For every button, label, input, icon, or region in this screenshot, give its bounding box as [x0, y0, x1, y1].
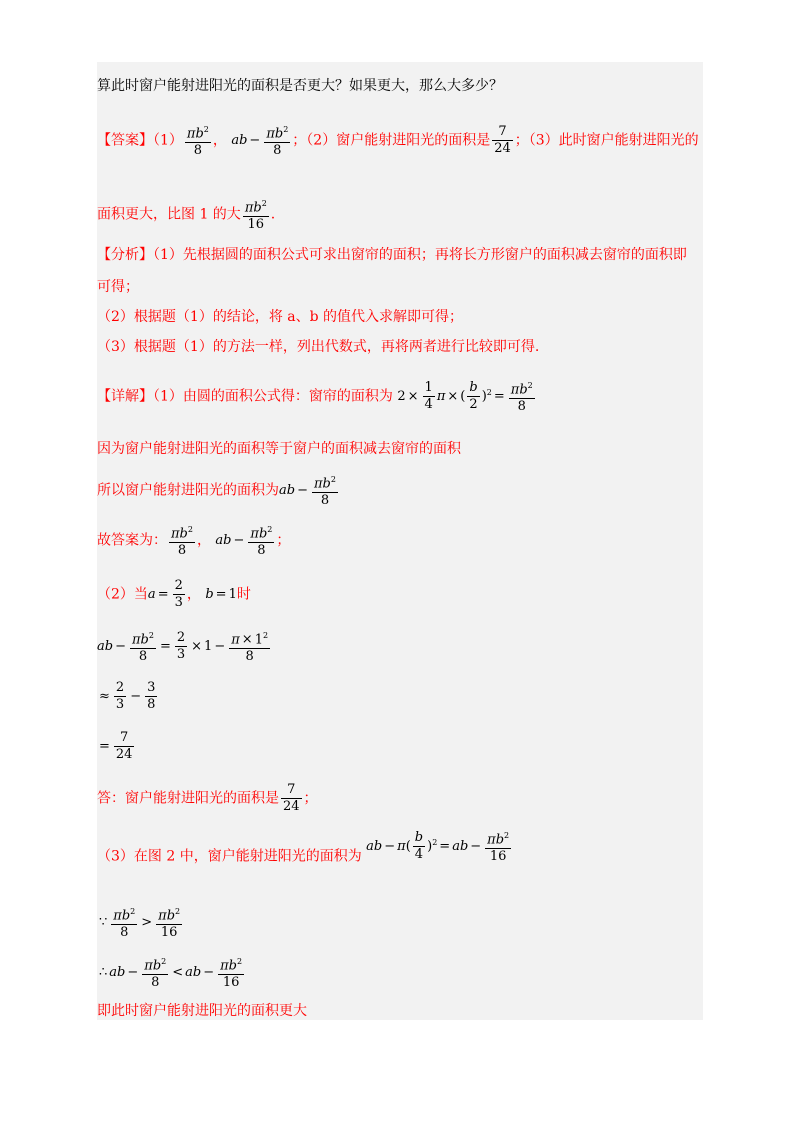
- detail-line-13: 即此时窗户能射进阳光的面积更大: [97, 1003, 307, 1019]
- question-text: 算此时窗户能射进阳光的面积是否更大？如果更大，那么大多少？: [97, 78, 503, 94]
- formula-curtain-area: 2 × $\frac{1}{4}$ π × ( $\frac{b}{2}$ )$^2$ = $\frac{\pi b^2}{8}$: [397, 380, 533, 415]
- analysis-tag: 【分析】: [97, 247, 153, 263]
- detail-line-3: 所以窗户能射进阳光的面积为ab − $\frac{\pi b^2}{8}$: [97, 472, 340, 509]
- formula-7-over-24-b: $\frac{7}{24}$: [283, 782, 300, 814]
- detail-line-2: 因为窗户能射进阳光的面积等于窗户的面积减去窗帘的面积: [97, 441, 461, 457]
- formula-ab-minus-pi-b2-over-8: ab − $\frac{\pi b^2}{8}$: [231, 125, 289, 159]
- formula-pi-b2-over-8: $\frac{\pi b^2}{8}$: [186, 125, 209, 159]
- analysis-line-2: 可得；: [97, 279, 139, 295]
- calc-because: [97, 904, 184, 941]
- formula-ab-minus-b: ab − $\frac{\pi b^2}{8}$: [215, 525, 273, 559]
- calc-line-3: [97, 730, 136, 763]
- formula-result: = $\frac{7}{24}$: [99, 730, 133, 762]
- formula-light-area: ab − $\frac{\pi b^2}{8}$: [279, 475, 336, 509]
- formula-7-over-24: $\frac{7}{24}$: [494, 124, 511, 157]
- calc-line-2: [97, 680, 159, 713]
- answer-line-2: 面积更大，比图 1 的大 $\frac{\pi b^2}{16}$ .: [97, 196, 275, 233]
- detail-tag: 【详解】: [97, 388, 153, 405]
- formula-b-value: b = 1: [205, 586, 237, 602]
- detail-line-1: 【详解】（1）由圆的面积公式得：窗帘的面积为 2 × $\frac{1}{4}$ π × ( $\frac{b}{2}$ )$^2$ = $\frac{\pi b^2}{8}$: [97, 378, 537, 415]
- formula-substitution: ab − $\frac{\pi b^2}{8}$ = $\frac{2}{3}$ × 1 − $\frac{\pi \times 1^2}{8}$: [97, 630, 269, 665]
- answer-tag: 【答案】: [97, 132, 153, 149]
- formula-a-value: a = $\frac{2}{3}$: [147, 578, 183, 610]
- formula-conclusion: ∴ ab − $\frac{\pi b^2}{8}$ < ab − $\frac{\pi b^2}{16}$: [99, 957, 243, 991]
- analysis-line-4: （3）根据题（1）的方法一样，列出代数式，再将两者进行比较即可得.: [97, 339, 540, 355]
- detail-line-10: （3）在图 2 中，窗户能射进阳光的面积为 ab − π( $\frac{b}{4}$ )$^2$ = ab − $\frac{\pi b^2}{16}$: [97, 838, 513, 875]
- calc-therefore: [97, 954, 246, 991]
- formula-pi-b2-over-16: $\frac{\pi b^2}{16}$: [244, 199, 267, 233]
- detail-line-9: 答：窗户能射进阳光的面积是 $\frac{7}{24}$ ；: [97, 782, 318, 814]
- formula-fig2-area: ab − π( $\frac{b}{4}$ )$^2$ = ab − $\frac{\pi b^2}{16}$: [366, 830, 510, 865]
- detail-line-5: （2）当a = $\frac{2}{3}$ ， b = 1时: [97, 578, 251, 610]
- formula-pi-b2-over-8-b: $\frac{\pi b^2}{8}$: [171, 525, 193, 559]
- calc-line-1: [97, 628, 272, 665]
- formula-approx: ≈ $\frac{2}{3}$ − $\frac{3}{8}$: [99, 680, 156, 712]
- detail-line-4: 故答案为： $\frac{\pi b^2}{8}$ ， ab − $\frac{\pi b^2}{8}$ ；: [97, 522, 290, 559]
- analysis-line-3: （2）根据题（1）的结论，将 a、b 的值代入求解即可得；: [97, 309, 464, 325]
- analysis-line-1: 【分析】（1）先根据圆的面积公式可求出窗帘的面积；再将长方形窗户的面积减去窗帘的面积即: [97, 247, 687, 263]
- formula-compare: ∵ $\frac{\pi b^2}{8}$ > $\frac{\pi b^2}{16}$: [99, 907, 181, 941]
- answer-line-1: 【答案】（1） $\frac{\pi b^2}{8}$ ， ab − $\frac{\pi b^2}{8}$ ；（2）窗户能射进阳光的面积是 $\frac{7}{24}$ ；（3）此时窗户能射进阳光的: [97, 122, 699, 159]
